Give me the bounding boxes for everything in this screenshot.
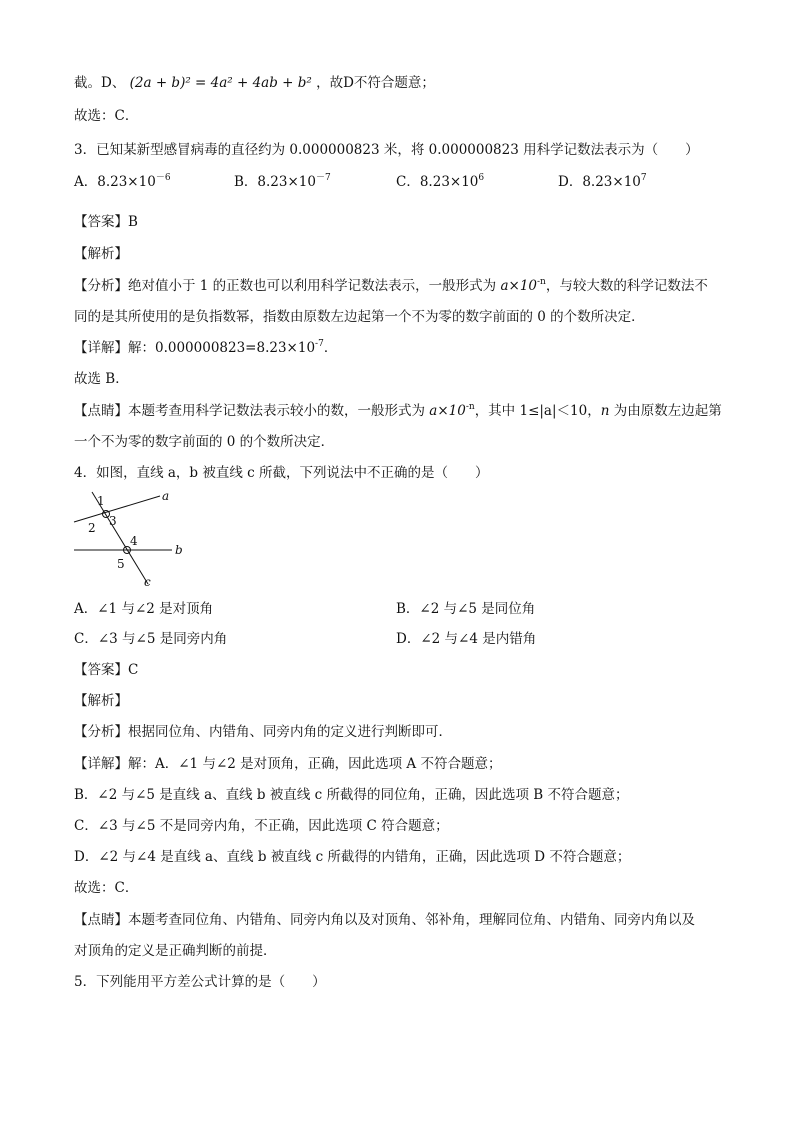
q4-figure [70, 488, 200, 588]
q4-stem: 4．如图，直线 a，b 被直线 c 所截，下列说法中不正确的是（ ） [74, 465, 489, 481]
q3-option-d: D．$8.23\times 10^7$ [558, 173, 647, 190]
continuation-line [74, 73, 435, 93]
choose-line-prev: 故选：C． [74, 108, 139, 124]
q4-option-a: A．∠1 与∠2 是对顶角 [74, 601, 214, 617]
q4-dianjing-line1: 【点睛】本题考查同位角、内错角、同旁内角以及对顶角、邻补角，理解同位角、内错角、同旁内角以及 [74, 912, 695, 928]
label-4: 4 [130, 534, 138, 548]
q4-line-c: C．∠3 与∠5 不是同旁内角，不正确，因此选项 C 符合题意； [74, 818, 449, 834]
q4-fenxi: 【分析】根据同位角、内错角、同旁内角的定义进行判断即可． [74, 724, 452, 740]
q3-stem: 3．已知某新型感冒病毒的直径约为 0.000000823 米，将 0.000000823 用科学记数法表示为（ ） [74, 142, 699, 158]
continuation-tail: ，故D不符合题意； [316, 75, 435, 91]
q4-dianjing-line2: 对顶角的定义是正确判断的前提． [74, 943, 277, 959]
label-1: 1 [97, 494, 105, 508]
label-a: a [162, 489, 170, 503]
q3-xiangjie: 【详解】解：$0.000000823=8.23\times 10^{-7}$． [74, 339, 338, 356]
q4-option-d: D．∠2 与∠4 是内错角 [396, 631, 537, 647]
q3-jiexi: 【解析】 [74, 246, 128, 262]
q3-option-a: A．$8.23\times 10^{-6}$ [74, 173, 171, 190]
q4-xiangjie: 【详解】解：A．∠1 与∠2 是对顶角，正确，因此选项 A 不符合题意； [74, 756, 502, 772]
label-2: 2 [88, 521, 96, 535]
q4-choose: 故选：C． [74, 880, 139, 896]
label-c: c [144, 575, 151, 588]
q3-fenxi-line2: 同的是其所使用的是负指数幂，指数由原数左边起第一个不为零的数字前面的 0 的个数所决定． [74, 309, 645, 325]
q4-answer: 【答案】C [74, 662, 139, 678]
formula-expansion: (2a + b)² = 4a² + 4ab + b² [129, 75, 312, 91]
q3-dianjing-line1: 【点睛】本题考查用科学记数法表示较小的数，一般形式为 $a\times 10^{-n}$，其中 1≤|a|＜10，n 为由原数左边起第 [74, 402, 722, 419]
q3-options [74, 172, 734, 192]
q5-stem: 5．下列能用平方差公式计算的是（ ） [74, 974, 326, 990]
q3-option-c: C．$8.23\times 10^6$ [396, 173, 485, 190]
label-b: b [175, 543, 183, 557]
q4-line-d: D．∠2 与∠4 是直线 a、直线 b 被直线 c 所截得的内错角，正确，因此选项 D 不符合题意； [74, 849, 631, 865]
label-5: 5 [117, 557, 125, 571]
line-a [74, 496, 160, 522]
q4-line-b: B．∠2 与∠5 是直线 a、直线 b 被直线 c 所截得的同位角，正确，因此选项 B 不符合题意； [74, 787, 629, 803]
q4-options-row1 [74, 599, 734, 619]
q4-options-row2 [74, 629, 734, 649]
continuation-lead: 截。D、 [74, 75, 126, 91]
q4-option-b: B．∠2 与∠5 是同位角 [396, 601, 536, 617]
q4-jiexi: 【解析】 [74, 693, 128, 709]
q3-fenxi-line1: 【分析】绝对值小于 1 的正数也可以利用科学记数法表示，一般形式为 $a\times 10^{-n}$，与较大数的科学记数法不 [74, 277, 708, 294]
q3-choose: 故选 B． [74, 371, 129, 387]
label-3: 3 [109, 514, 117, 528]
q3-answer: 【答案】B [74, 214, 138, 230]
q4-option-c: C．∠3 与∠5 是同旁内角 [74, 631, 228, 647]
q3-dianjing-line2: 一个不为零的数字前面的 0 的个数所决定． [74, 434, 335, 450]
q3-option-b: B．$8.23\times 10^{-7}$ [234, 173, 331, 190]
